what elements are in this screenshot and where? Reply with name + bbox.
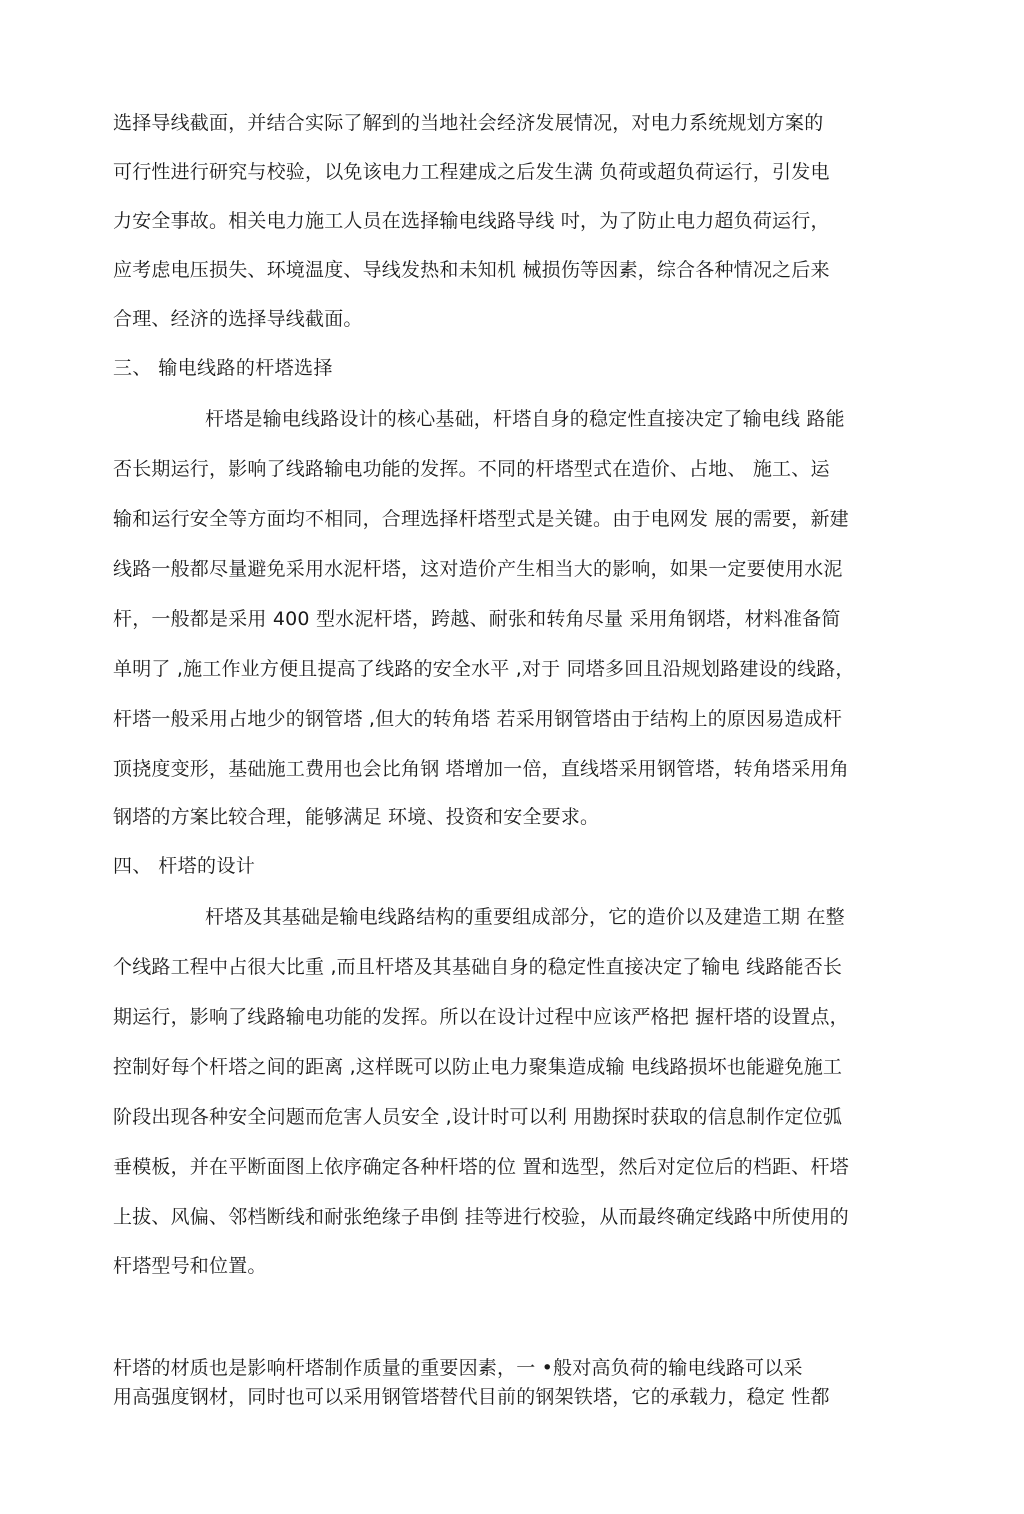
text-line: 个线路工程中占很大比重 ,而且杆塔及其基础自身的稳定性直接决定了输电 线路能否长 [113,956,843,978]
text-line: 控制好每个杆塔之间的距离 ,这样既可以防止电力聚集造成输 电线路损坏也能避免施工 [113,1056,843,1078]
text-line: 否长期运行，影响了线路输电功能的发挥。不同的杆塔型式在造价、占地、 施工、运 [113,458,830,480]
text-line: 合理、经济的选择导线截面。 [113,308,363,330]
text-line: 输和运行安全等方面均不相同，合理选择杆塔型式是关键。由于电网发 展的需要，新建 [113,508,849,530]
text-line: 垂模板，并在平断面图上依序确定各种杆塔的位 置和选型，然后对定位后的档距、杆塔 [113,1156,849,1178]
text-line: 杆塔及其基础是输电线路结构的重要组成部分，它的造价以及建造工期 在整 [205,906,845,928]
text-line: 应考虑电压损失、环境温度、导线发热和未知机 械损伤等因素，综合各种情况之后来 [113,259,830,281]
text-line: 顶挠度变形，基础施工费用也会比角钢 塔增加一倍，直线塔采用钢管塔，转角塔采用角 [113,758,849,780]
text-line: 力安全事故。相关电力施工人员在选择输电线路导线 吋，为了防止电力超负荷运行， [113,210,830,232]
section-heading-4: 四、 杆塔的设计 [113,855,256,877]
text-line: 杆塔的材质也是影响杆塔制作质量的重要因素，一 •般对高负荷的输电线路可以采 [113,1357,803,1379]
text-line: 单明了 ,施工作业方便且提高了线路的安全水平 ,对于 同塔多回且沿规划路建设的线路， [113,658,855,680]
text-line: 选择导线截面，并结合实际了解到的当地社会经济发展情况，对电力系统规划方案的 [113,112,824,134]
text-line: 线路一般都尽量避免采用水泥杆塔，这对造价产生相当大的影响，如果一定要使用水泥 [113,558,843,580]
text-line: 用高强度钢材，同时也可以采用钢管塔替代目前的钢架铁塔，它的承载力，稳定 性都 [113,1386,830,1408]
text-line: 可行性进行研究与校验，以免该电力工程建成之后发生满 负荷或超负荷运行，引发电 [113,161,830,183]
text-line: 杆塔是输电线路设计的核心基础，杆塔自身的稳定性直接决定了输电线 路能 [205,408,845,430]
section-heading-3: 三、 输电线路的杆塔选择 [113,357,333,379]
text-line: 杆塔一般采用占地少的钢管塔 ,但大的转角塔 若采用钢管塔由于结构上的原因易造成杆 [113,708,843,730]
text-line: 上拔、风偏、邻档断线和耐张绝缘子串倒 挂等进行校验，从而最终确定线路中所使用的 [113,1206,849,1228]
text-line: 期运行，影响了线路输电功能的发挥。所以在设计过程中应该严格把 握杆塔的设置点， [113,1006,849,1028]
text-line: 钢塔的方案比较合理，能够满足 环境、投资和安全要求。 [113,806,600,828]
text-line: 阶段出现各种安全问题而危害人员安全 ,设计时可以利 用勘探时获取的信息制作定位弧 [113,1106,843,1128]
text-line: 杆塔型号和位置。 [113,1255,267,1277]
text-line: 杆，一般都是采用 400 型水泥杆塔，跨越、耐张和转角尽量 采用角钢塔，材料准备简 [113,608,841,630]
